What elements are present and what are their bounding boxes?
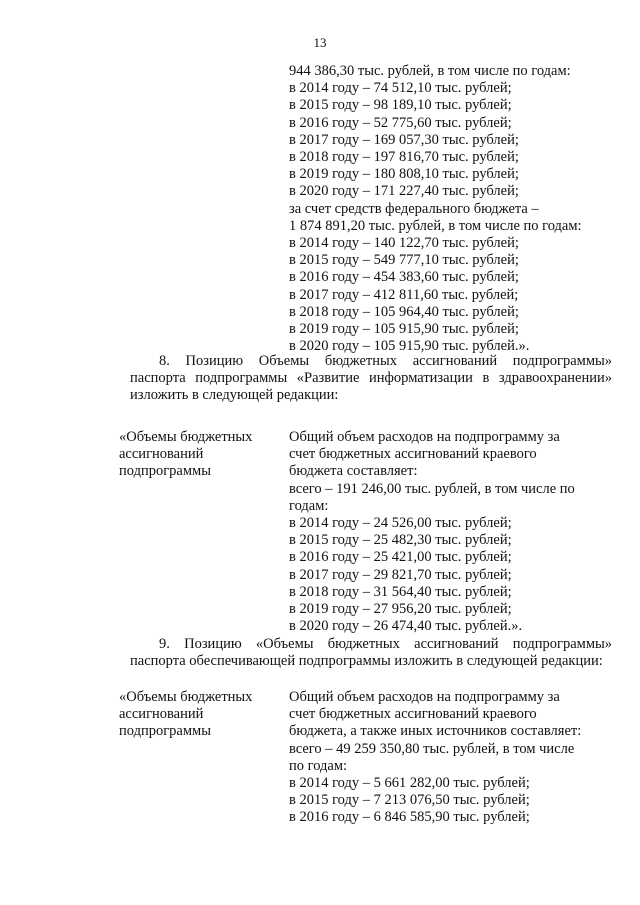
federal-year-line: в 2017 году – 412 811,60 тыс. рублей; bbox=[289, 286, 519, 303]
regional-year-line: в 2019 году – 180 808,10 тыс. рублей; bbox=[289, 166, 519, 183]
table-2-value-line: в 2015 году – 7 213 076,50 тыс. рублей; bbox=[289, 792, 530, 809]
table-1-value-line: в 2020 году – 26 474,40 тыс. рублей.». bbox=[289, 618, 523, 635]
regional-year-line: в 2018 году – 197 816,70 тыс. рублей; bbox=[289, 149, 519, 166]
regional-year-line: в 2017 году – 169 057,30 тыс. рублей; bbox=[289, 131, 519, 148]
item-9-line: паспорта обеспечивающей подпрограммы изложить в следующей редакции: bbox=[130, 653, 603, 670]
item-8-paragraph bbox=[130, 353, 612, 405]
table-1-value-line: в 2019 году – 27 956,20 тыс. рублей; bbox=[289, 601, 512, 618]
table-2-value-line: счет бюджетных ассигнований краевого bbox=[289, 706, 537, 723]
table-2-label-line: ассигнований bbox=[119, 706, 204, 723]
table-1-value-cell bbox=[289, 429, 575, 635]
regional-year-line: в 2014 году – 74 512,10 тыс. рублей; bbox=[289, 80, 512, 97]
federal-year-line: в 2016 году – 454 383,60 тыс. рублей; bbox=[289, 269, 519, 286]
table-1-label-cell bbox=[119, 429, 252, 481]
table-2-value-line: Общий объем расходов на подпрограмму за bbox=[289, 689, 560, 705]
table-2-value-line: по годам: bbox=[289, 757, 348, 774]
table-1-value-line: Общий объем расходов на подпрограмму за bbox=[289, 429, 560, 445]
table-1-label-line: «Объемы бюджетных bbox=[119, 429, 253, 445]
table-2-value-line: всего – 49 259 350,80 тыс. рублей, в том числе bbox=[289, 740, 575, 757]
federal-year-line: в 2020 году – 105 915,90 тыс. рублей.». bbox=[289, 338, 530, 355]
regional-year-line: в 2020 году – 171 227,40 тыс. рублей; bbox=[289, 183, 519, 200]
regional-year-line: в 2016 году – 52 775,60 тыс. рублей; bbox=[289, 114, 512, 131]
item-8-line: паспорта подпрограммы «Развитие информатизации в здравоохранении» bbox=[130, 370, 612, 387]
table-1-value-line: в 2016 году – 25 421,00 тыс. рублей; bbox=[289, 549, 512, 566]
table-1-value-line: годам: bbox=[289, 497, 329, 514]
table-1-value-line: всего – 191 246,00 тыс. рублей, в том числе по bbox=[289, 480, 575, 497]
federal-year-line: в 2018 году – 105 964,40 тыс. рублей; bbox=[289, 303, 519, 320]
table-1-value-line: в 2017 году – 29 821,70 тыс. рублей; bbox=[289, 566, 512, 583]
table-2-value-line: в 2016 году – 6 846 585,90 тыс. рублей; bbox=[289, 809, 530, 826]
table-2-label-line: «Объемы бюджетных bbox=[119, 689, 253, 705]
item-8-line: 8. Позицию Объемы бюджетных ассигнований подпрограммы» bbox=[159, 353, 612, 369]
table-2-value-cell bbox=[289, 689, 581, 827]
federal-total-line: 1 874 891,20 тыс. рублей, в том числе по годам: bbox=[289, 217, 582, 234]
federal-year-line: в 2014 году – 140 122,70 тыс. рублей; bbox=[289, 235, 519, 252]
table-1-label-line: ассигнований bbox=[119, 446, 204, 463]
item-8-line: изложить в следующей редакции: bbox=[130, 387, 339, 404]
table-2-value-line: бюджета, а также иных источников составляет: bbox=[289, 723, 582, 740]
page-number: 13 bbox=[313, 35, 327, 50]
funding-amounts-block bbox=[289, 63, 582, 355]
federal-year-line: в 2019 году – 105 915,90 тыс. рублей; bbox=[289, 321, 519, 338]
item-9-paragraph bbox=[130, 636, 612, 670]
table-1-value-line: бюджета составляет: bbox=[289, 463, 418, 480]
table-1-value-line: в 2018 году – 31 564,40 тыс. рублей; bbox=[289, 583, 512, 600]
federal-year-line: в 2015 году – 549 777,10 тыс. рублей; bbox=[289, 252, 519, 269]
item-9-line: 9. Позицию «Объемы бюджетных ассигнований подпрограммы» bbox=[159, 636, 612, 652]
table-1-value-line: счет бюджетных ассигнований краевого bbox=[289, 446, 537, 463]
regional-year-line: в 2015 году – 98 189,10 тыс. рублей; bbox=[289, 97, 512, 114]
table-1-value-line: в 2014 году – 24 526,00 тыс. рублей; bbox=[289, 515, 512, 532]
federal-heading-line: за счет средств федерального бюджета – bbox=[289, 200, 539, 217]
regional-total-line: 944 386,30 тыс. рублей, в том числе по годам: bbox=[289, 63, 571, 79]
table-2-value-line: в 2014 году – 5 661 282,00 тыс. рублей; bbox=[289, 775, 530, 792]
table-2-label-line: подпрограммы bbox=[119, 723, 211, 740]
table-2-label-cell bbox=[119, 689, 252, 741]
table-1-label-line: подпрограммы bbox=[119, 463, 211, 480]
table-1-value-line: в 2015 году – 25 482,30 тыс. рублей; bbox=[289, 532, 512, 549]
